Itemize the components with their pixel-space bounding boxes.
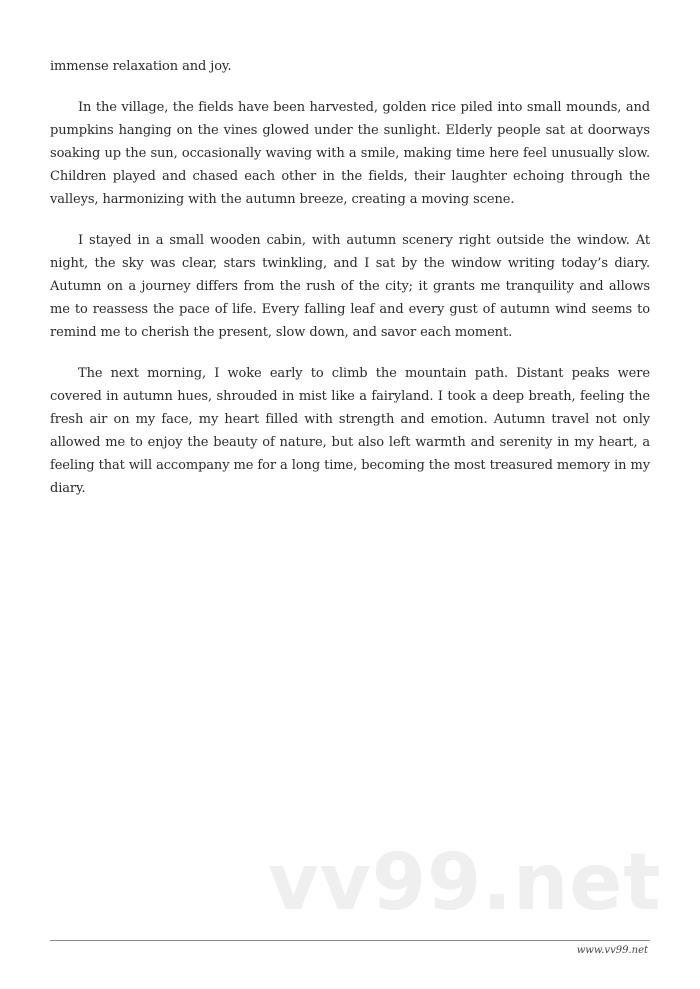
document-body	[50, 55, 650, 518]
watermark: vv99.net	[268, 838, 662, 928]
paragraph-cabin: I stayed in a small wooden cabin, with autumn scenery right outside the window. At night, the sky was clear, stars twinkling, and I sat by the window writing today’s diary. Autumn on a journey differs from the rush of the city; it grants me tranquility and allows me to reassess the pace of life. Every falling leaf and every gust of autumn wind seems to remind me to cherish the present, slow down, and savor each moment.	[50, 233, 650, 340]
paragraph-village: In the village, the fields have been harvested, golden rice piled into small mounds, and pumpkins hanging on the vines glowed under the sunlight. Elderly people sat at doorways soaking up the sun, occasionally waving with a smile, making time here feel unusually slow. Children played and chased each other in the fields, their laughter echoing through the valleys, harmonizing with the autumn breeze, creating a moving scene.	[50, 100, 650, 207]
footer-divider	[50, 940, 650, 941]
paragraph-continuation: immense relaxation and joy.	[50, 59, 232, 74]
footer-url: www.vv99.net	[576, 945, 648, 956]
paragraph-mountain: The next morning, I woke early to climb the mountain path. Distant peaks were covered in autumn hues, shrouded in mist like a fairyland. I took a deep breath, feeling the fresh air on my face, my heart filled with strength and emotion. Autumn travel not only allowed me to enjoy the beauty of nature, but also left warmth and serenity in my heart, a feeling that will accompany me for a long time, becoming the most treasured memory in my diary.	[50, 366, 650, 496]
